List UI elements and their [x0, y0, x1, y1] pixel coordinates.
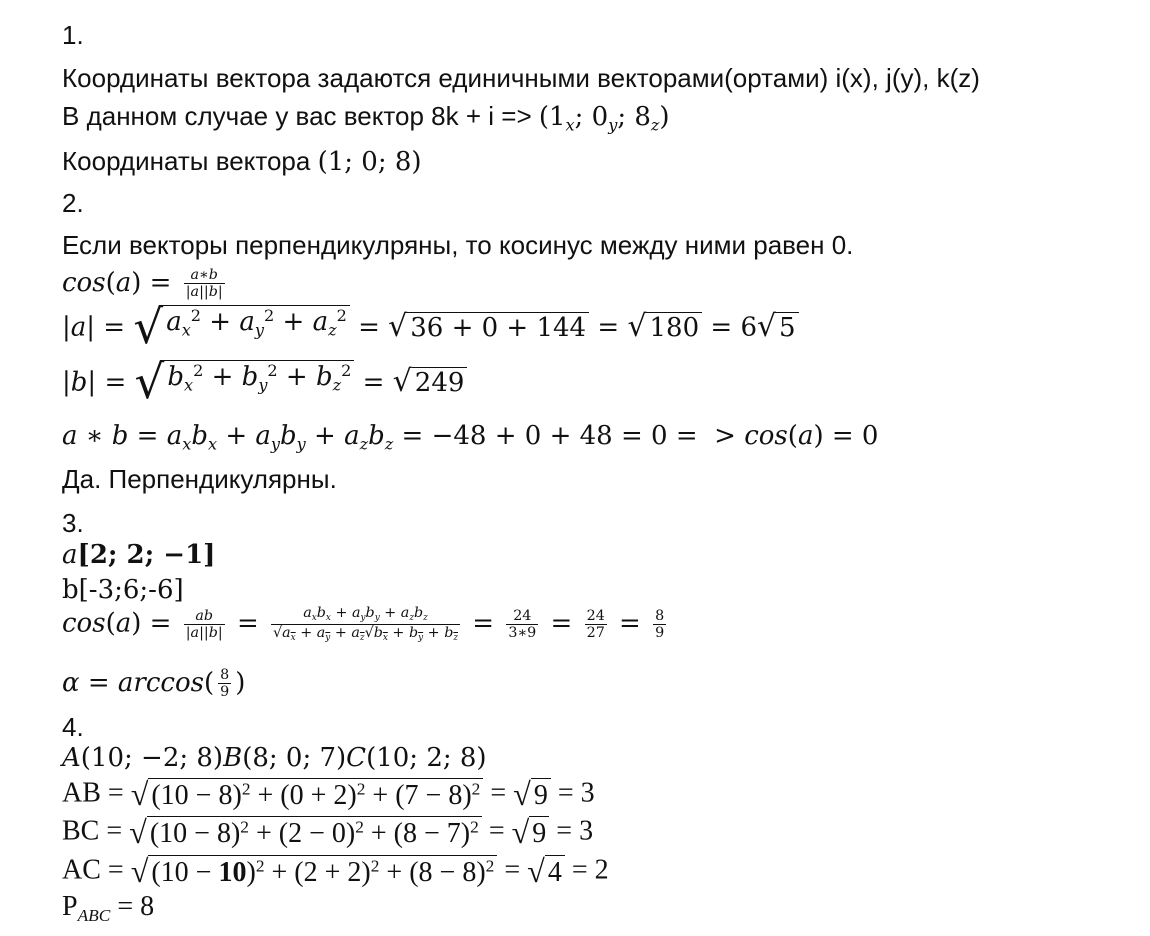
s4-ac: AC = √ $(10 - 10)^2 + (2 + 2)^2 + (8 - 8)^2$ = √ 4 = 2: [62, 853, 609, 889]
s4-bc: BC = √ $(10 - 8)^2 + (2 - 0)^2 + (8 - 7)^2$ = √ 9 = 3: [62, 814, 594, 850]
s2-cos-formula: cos(a) = $\frac{a∗b}{|a||b|}$: [62, 267, 223, 301]
s1-line2-text: В данном случае у вас вектор 8k + i =>: [62, 101, 539, 131]
section-1-number: 1.: [62, 20, 84, 50]
s4-points: A(10; −2; 8)B(8; 0; 7)C(10; 2; 8): [62, 743, 487, 773]
s4-perimeter: $P_{ABC} = 8$: [62, 891, 155, 926]
s3-vector-b: b[-3;6;-6]: [62, 575, 184, 605]
section-2-number: 2.: [62, 188, 84, 218]
s4-ab: AB = √ $(10 - 8)^2 + (0 + 2)^2 + (7 - 8)^2$ = √ 9 = 3: [62, 776, 595, 812]
section-3-number: 3.: [62, 508, 84, 538]
s3-vector-a: a[2; 2; −1]: [62, 540, 216, 570]
s1-line1: Координаты вектора задаются единичными векторами(ортами) i(x), j(y), k(z): [62, 63, 980, 93]
s1-line2: [62, 103, 670, 134]
s2-line1: Если векторы перпендикулряны, то косинус между ними равен 0.: [62, 230, 854, 260]
section-4-number: 4.: [62, 712, 84, 742]
s1-line3-math: (1; 0; 8): [317, 147, 422, 177]
s2-norm-b: |b| = √ $b_x^2 + b_y^2 + b_z^2$ = √ 249: [62, 360, 467, 407]
s1-line3: [62, 148, 422, 175]
s2-conclusion: Да. Перпендикулярны.: [62, 464, 337, 494]
s2-dot-product: a ∗ $b = a_xb_x + a_yb_y + a_zb_z = -48 + 0 + 48 = 0$ = > cos(a) = 0: [62, 421, 879, 454]
s3-alpha: α = arccos( $\frac{8}{9}$ ): [62, 667, 246, 701]
s1-line2-math: ($1_x$; $0_y$; $8_z$): [538, 102, 670, 135]
s2-norm-a: |a| = √ $a_x^2 + a_y^2 + a_z^2$ = √ 36 + 0 + 144 = √ 180 = 6 √ 5: [62, 305, 799, 352]
s3-cos-formula: cos(a) = $\frac{ab}{|a||b|}$ = $\frac{a_xb_x + a_yb_y + a_zb_z}{√a_x + a_y + a_z√b_x + b_y + b_z}$ = $\frac{24}{3∗9}$ = $\frac{24}{27}$ = $\frac{8}{9}$: [62, 605, 665, 644]
s1-line3-text: Координаты вектора: [62, 146, 318, 176]
